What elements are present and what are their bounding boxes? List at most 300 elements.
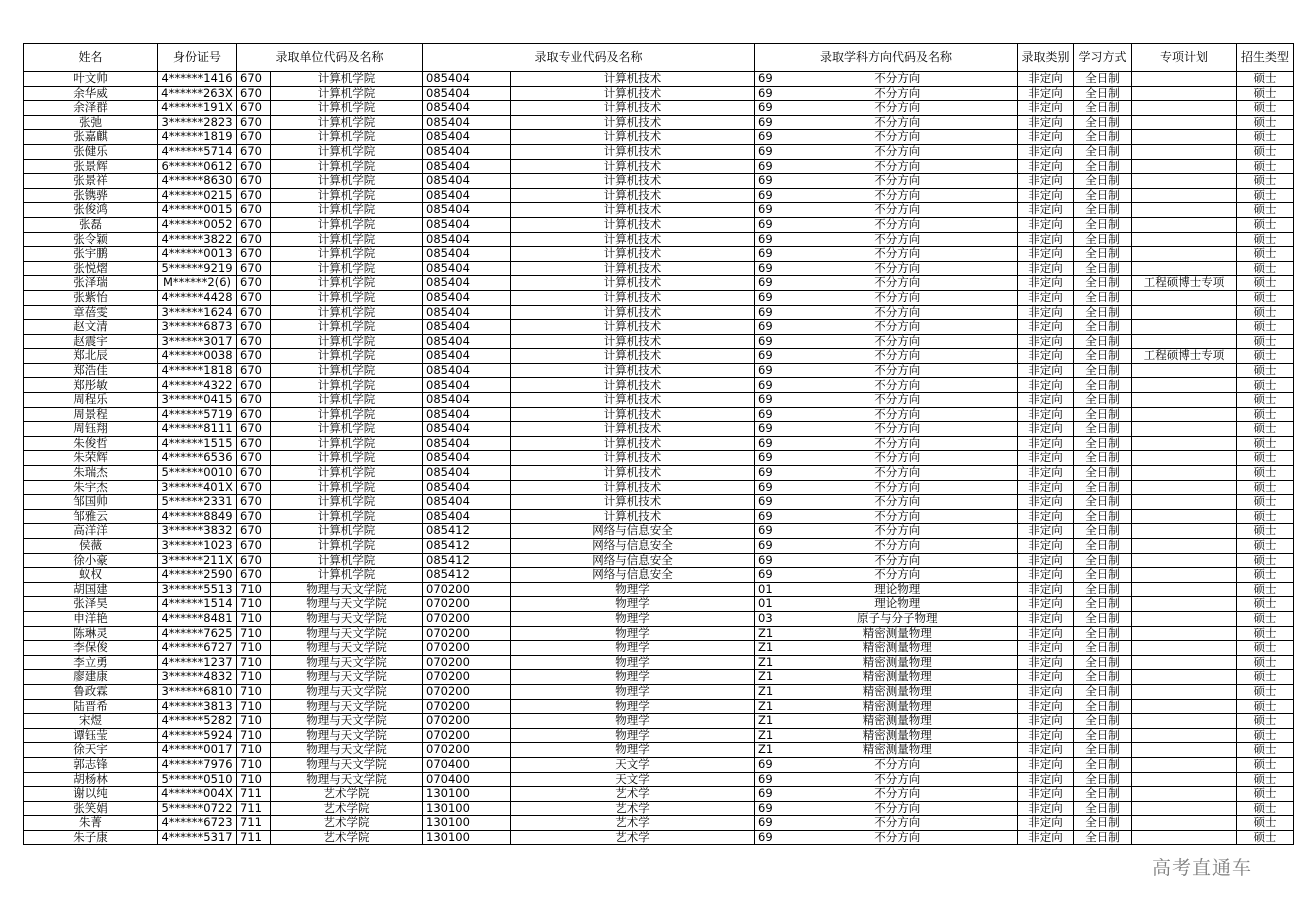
cell-major-name: 物理学 (511, 743, 755, 758)
cell-admission-category: 非定向 (1018, 393, 1074, 408)
cell-direction-name: 不分方向 (778, 159, 1018, 174)
cell-admission-category: 非定向 (1018, 611, 1074, 626)
cell-unit-name: 计算机学院 (271, 144, 423, 159)
cell-admission-category: 非定向 (1018, 232, 1074, 247)
cell-unit-name: 计算机学院 (271, 130, 423, 145)
cell-major-name: 计算机技术 (511, 290, 755, 305)
cell-admission-category: 非定向 (1018, 144, 1074, 159)
cell-admission-category: 非定向 (1018, 772, 1074, 787)
cell-admission-category: 非定向 (1018, 539, 1074, 554)
cell-study-mode: 全日制 (1074, 334, 1132, 349)
cell-study-mode: 全日制 (1074, 144, 1132, 159)
cell-major-name: 计算机技术 (511, 363, 755, 378)
cell-study-mode: 全日制 (1074, 188, 1132, 203)
cell-id-number: 3******2823 (158, 115, 237, 130)
table-row (24, 159, 1294, 174)
table-row (24, 261, 1294, 276)
cell-major-code: 085404 (423, 101, 511, 116)
cell-major-name: 计算机技术 (511, 247, 755, 262)
cell-name: 张悦熠 (24, 261, 158, 276)
cell-name: 周景程 (24, 407, 158, 422)
cell-special-plan (1132, 72, 1237, 87)
cell-unit-name: 计算机学院 (271, 115, 423, 130)
cell-study-mode: 全日制 (1074, 261, 1132, 276)
cell-direction-name: 不分方向 (778, 101, 1018, 116)
table-row (24, 188, 1294, 203)
cell-direction-name: 不分方向 (778, 261, 1018, 276)
cell-unit-name: 计算机学院 (271, 466, 423, 481)
cell-direction-name: 不分方向 (778, 480, 1018, 495)
cell-name: 李立勇 (24, 655, 158, 670)
cell-study-mode: 全日制 (1074, 72, 1132, 87)
cell-direction-name: 精密测量物理 (778, 655, 1018, 670)
cell-enrollment-type: 硕士 (1237, 670, 1294, 685)
cell-unit-name: 物理与天文学院 (271, 757, 423, 772)
cell-major-code: 085404 (423, 174, 511, 189)
cell-direction-name: 不分方向 (778, 407, 1018, 422)
cell-unit-code: 670 (237, 349, 271, 364)
cell-name: 谢以纯 (24, 787, 158, 802)
cell-unit-code: 710 (237, 626, 271, 641)
cell-unit-code: 670 (237, 72, 271, 87)
cell-major-code: 070200 (423, 611, 511, 626)
cell-unit-code: 670 (237, 290, 271, 305)
table-row (24, 466, 1294, 481)
cell-special-plan (1132, 670, 1237, 685)
table-row (24, 495, 1294, 510)
cell-unit-name: 物理与天文学院 (271, 641, 423, 656)
cell-unit-code: 670 (237, 130, 271, 145)
cell-major-name: 计算机技术 (511, 203, 755, 218)
cell-enrollment-type: 硕士 (1237, 276, 1294, 291)
cell-unit-name: 计算机学院 (271, 553, 423, 568)
cell-unit-name: 物理与天文学院 (271, 714, 423, 729)
cell-unit-name: 计算机学院 (271, 217, 423, 232)
cell-direction-code: Z1 (755, 626, 778, 641)
cell-study-mode: 全日制 (1074, 495, 1132, 510)
cell-unit-code: 710 (237, 655, 271, 670)
table-row (24, 816, 1294, 831)
table-body (24, 72, 1294, 845)
cell-direction-name: 不分方向 (778, 334, 1018, 349)
cell-major-code: 085404 (423, 261, 511, 276)
cell-direction-name: 不分方向 (778, 203, 1018, 218)
cell-unit-name: 计算机学院 (271, 261, 423, 276)
cell-id-number: 3******3017 (158, 334, 237, 349)
cell-name: 张泽瑞 (24, 276, 158, 291)
cell-name: 申洋艳 (24, 611, 158, 626)
cell-enrollment-type: 硕士 (1237, 290, 1294, 305)
cell-unit-code: 670 (237, 203, 271, 218)
table-row (24, 72, 1294, 87)
cell-major-code: 085404 (423, 72, 511, 87)
cell-direction-name: 精密测量物理 (778, 699, 1018, 714)
cell-unit-name: 计算机学院 (271, 568, 423, 583)
cell-unit-name: 计算机学院 (271, 247, 423, 262)
cell-major-name: 艺术学 (511, 816, 755, 831)
cell-direction-code: Z1 (755, 699, 778, 714)
cell-direction-name: 不分方向 (778, 232, 1018, 247)
cell-direction-code: 69 (755, 174, 778, 189)
cell-direction-code: 69 (755, 539, 778, 554)
cell-enrollment-type: 硕士 (1237, 217, 1294, 232)
cell-major-name: 物理学 (511, 684, 755, 699)
cell-enrollment-type: 硕士 (1237, 524, 1294, 539)
cell-study-mode: 全日制 (1074, 509, 1132, 524)
cell-name: 郑北辰 (24, 349, 158, 364)
cell-admission-category: 非定向 (1018, 714, 1074, 729)
cell-name: 徐天宇 (24, 743, 158, 758)
cell-major-code: 085404 (423, 305, 511, 320)
cell-special-plan (1132, 611, 1237, 626)
table-row (24, 568, 1294, 583)
cell-unit-name: 物理与天文学院 (271, 655, 423, 670)
cell-major-name: 计算机技术 (511, 334, 755, 349)
cell-admission-category: 非定向 (1018, 72, 1074, 87)
cell-admission-category: 非定向 (1018, 670, 1074, 685)
cell-id-number: 4******004X (158, 787, 237, 802)
cell-admission-category: 非定向 (1018, 553, 1074, 568)
cell-name: 张笑娟 (24, 801, 158, 816)
cell-unit-name: 计算机学院 (271, 407, 423, 422)
cell-admission-category: 非定向 (1018, 422, 1074, 437)
cell-direction-code: Z1 (755, 728, 778, 743)
cell-major-code: 070200 (423, 597, 511, 612)
cell-major-name: 物理学 (511, 611, 755, 626)
cell-unit-code: 711 (237, 787, 271, 802)
cell-major-name: 计算机技术 (511, 495, 755, 510)
cell-id-number: 4******5282 (158, 714, 237, 729)
cell-unit-code: 670 (237, 495, 271, 510)
cell-major-code: 130100 (423, 816, 511, 831)
cell-admission-category: 非定向 (1018, 261, 1074, 276)
cell-study-mode: 全日制 (1074, 641, 1132, 656)
cell-major-code: 130100 (423, 787, 511, 802)
cell-major-name: 计算机技术 (511, 320, 755, 335)
cell-id-number: M******2(6) (158, 276, 237, 291)
cell-unit-code: 670 (237, 305, 271, 320)
cell-special-plan (1132, 130, 1237, 145)
cell-major-code: 070200 (423, 699, 511, 714)
cell-admission-category: 非定向 (1018, 159, 1074, 174)
cell-major-code: 085404 (423, 349, 511, 364)
cell-major-code: 085404 (423, 466, 511, 481)
table-row (24, 830, 1294, 845)
cell-special-plan (1132, 641, 1237, 656)
cell-unit-code: 710 (237, 757, 271, 772)
cell-direction-name: 不分方向 (778, 816, 1018, 831)
col-header-special-plan: 专项计划 (1132, 44, 1237, 72)
table-row (24, 276, 1294, 291)
cell-enrollment-type: 硕士 (1237, 684, 1294, 699)
cell-admission-category: 非定向 (1018, 290, 1074, 305)
table-row (24, 801, 1294, 816)
cell-name: 张镌骅 (24, 188, 158, 203)
cell-enrollment-type: 硕士 (1237, 611, 1294, 626)
cell-major-name: 物理学 (511, 714, 755, 729)
cell-id-number: 4******8849 (158, 509, 237, 524)
col-header-admission-category: 录取类别 (1018, 44, 1074, 72)
cell-study-mode: 全日制 (1074, 655, 1132, 670)
cell-major-name: 计算机技术 (511, 422, 755, 437)
cell-name: 张健乐 (24, 144, 158, 159)
cell-special-plan (1132, 539, 1237, 554)
cell-admission-category: 非定向 (1018, 188, 1074, 203)
cell-major-name: 计算机技术 (511, 451, 755, 466)
cell-enrollment-type: 硕士 (1237, 363, 1294, 378)
cell-name: 胡国建 (24, 582, 158, 597)
cell-direction-code: 69 (755, 247, 778, 262)
cell-study-mode: 全日制 (1074, 363, 1132, 378)
cell-study-mode: 全日制 (1074, 159, 1132, 174)
watermark: 高考直通车 (1151, 857, 1252, 879)
cell-name: 叶文帅 (24, 72, 158, 87)
cell-study-mode: 全日制 (1074, 422, 1132, 437)
cell-id-number: 4******0052 (158, 217, 237, 232)
cell-enrollment-type: 硕士 (1237, 174, 1294, 189)
cell-direction-name: 精密测量物理 (778, 728, 1018, 743)
cell-admission-category: 非定向 (1018, 743, 1074, 758)
cell-unit-name: 计算机学院 (271, 422, 423, 437)
cell-major-name: 计算机技术 (511, 349, 755, 364)
cell-direction-name: 不分方向 (778, 305, 1018, 320)
table-row (24, 451, 1294, 466)
cell-study-mode: 全日制 (1074, 101, 1132, 116)
cell-major-name: 计算机技术 (511, 115, 755, 130)
cell-name: 高洋洋 (24, 524, 158, 539)
cell-unit-name: 计算机学院 (271, 72, 423, 87)
cell-unit-code: 670 (237, 553, 271, 568)
cell-direction-code: 69 (755, 86, 778, 101)
cell-enrollment-type: 硕士 (1237, 232, 1294, 247)
cell-major-code: 085404 (423, 509, 511, 524)
cell-id-number: 4******1416 (158, 72, 237, 87)
cell-name: 朱瑞杰 (24, 466, 158, 481)
cell-direction-code: 69 (755, 816, 778, 831)
cell-direction-code: Z1 (755, 655, 778, 670)
cell-major-name: 网络与信息安全 (511, 568, 755, 583)
cell-special-plan (1132, 524, 1237, 539)
cell-direction-code: 69 (755, 232, 778, 247)
cell-special-plan (1132, 203, 1237, 218)
cell-special-plan (1132, 451, 1237, 466)
cell-direction-name: 不分方向 (778, 144, 1018, 159)
cell-enrollment-type: 硕士 (1237, 378, 1294, 393)
cell-direction-code: 69 (755, 553, 778, 568)
cell-enrollment-type: 硕士 (1237, 582, 1294, 597)
cell-direction-code: 69 (755, 524, 778, 539)
cell-unit-code: 670 (237, 276, 271, 291)
cell-major-name: 物理学 (511, 728, 755, 743)
cell-id-number: 3******211X (158, 553, 237, 568)
cell-unit-name: 计算机学院 (271, 290, 423, 305)
cell-id-number: 4******8111 (158, 422, 237, 437)
cell-name: 余华威 (24, 86, 158, 101)
cell-study-mode: 全日制 (1074, 115, 1132, 130)
table-row (24, 582, 1294, 597)
table-row (24, 115, 1294, 130)
table-row (24, 509, 1294, 524)
cell-enrollment-type: 硕士 (1237, 115, 1294, 130)
cell-name: 陆晋希 (24, 699, 158, 714)
cell-major-name: 计算机技术 (511, 130, 755, 145)
table-row (24, 553, 1294, 568)
cell-unit-name: 艺术学院 (271, 816, 423, 831)
cell-major-name: 计算机技术 (511, 276, 755, 291)
cell-direction-code: Z1 (755, 670, 778, 685)
table-row (24, 655, 1294, 670)
cell-unit-code: 670 (237, 466, 271, 481)
cell-study-mode: 全日制 (1074, 290, 1132, 305)
cell-admission-category: 非定向 (1018, 582, 1074, 597)
cell-major-name: 艺术学 (511, 801, 755, 816)
cell-unit-code: 710 (237, 611, 271, 626)
cell-unit-name: 物理与天文学院 (271, 743, 423, 758)
cell-direction-name: 不分方向 (778, 451, 1018, 466)
cell-major-code: 070200 (423, 655, 511, 670)
table-row (24, 232, 1294, 247)
cell-study-mode: 全日制 (1074, 787, 1132, 802)
cell-major-name: 物理学 (511, 641, 755, 656)
cell-enrollment-type: 硕士 (1237, 466, 1294, 481)
cell-major-name: 天文学 (511, 772, 755, 787)
cell-unit-code: 710 (237, 772, 271, 787)
cell-direction-name: 不分方向 (778, 787, 1018, 802)
cell-direction-name: 精密测量物理 (778, 670, 1018, 685)
cell-unit-code: 670 (237, 480, 271, 495)
cell-special-plan (1132, 743, 1237, 758)
cell-admission-category: 非定向 (1018, 320, 1074, 335)
cell-enrollment-type: 硕士 (1237, 699, 1294, 714)
cell-special-plan (1132, 816, 1237, 831)
cell-unit-code: 670 (237, 261, 271, 276)
cell-major-code: 085404 (423, 144, 511, 159)
table-row (24, 363, 1294, 378)
cell-id-number: 3******5513 (158, 582, 237, 597)
cell-unit-name: 计算机学院 (271, 393, 423, 408)
cell-admission-category: 非定向 (1018, 626, 1074, 641)
cell-unit-name: 艺术学院 (271, 801, 423, 816)
cell-direction-code: 69 (755, 830, 778, 845)
cell-enrollment-type: 硕士 (1237, 816, 1294, 831)
cell-direction-name: 不分方向 (778, 86, 1018, 101)
cell-id-number: 4******0017 (158, 743, 237, 758)
cell-unit-code: 670 (237, 539, 271, 554)
cell-special-plan (1132, 320, 1237, 335)
cell-direction-code: 69 (755, 290, 778, 305)
table-row (24, 684, 1294, 699)
cell-study-mode: 全日制 (1074, 349, 1132, 364)
cell-name: 廖建康 (24, 670, 158, 685)
cell-enrollment-type: 硕士 (1237, 334, 1294, 349)
cell-direction-name: 精密测量物理 (778, 743, 1018, 758)
cell-study-mode: 全日制 (1074, 378, 1132, 393)
cell-major-name: 计算机技术 (511, 144, 755, 159)
cell-direction-name: 理论物理 (778, 597, 1018, 612)
cell-admission-category: 非定向 (1018, 174, 1074, 189)
cell-special-plan (1132, 174, 1237, 189)
cell-special-plan (1132, 378, 1237, 393)
cell-major-code: 085404 (423, 495, 511, 510)
cell-unit-name: 计算机学院 (271, 378, 423, 393)
cell-name: 张弛 (24, 115, 158, 130)
cell-direction-name: 不分方向 (778, 524, 1018, 539)
cell-unit-name: 物理与天文学院 (271, 597, 423, 612)
cell-major-name: 计算机技术 (511, 261, 755, 276)
cell-unit-code: 670 (237, 524, 271, 539)
cell-study-mode: 全日制 (1074, 305, 1132, 320)
cell-direction-name: 不分方向 (778, 247, 1018, 262)
cell-study-mode: 全日制 (1074, 816, 1132, 831)
cell-major-name: 计算机技术 (511, 86, 755, 101)
cell-enrollment-type: 硕士 (1237, 509, 1294, 524)
table-row (24, 436, 1294, 451)
cell-unit-name: 物理与天文学院 (271, 728, 423, 743)
cell-direction-code: 69 (755, 217, 778, 232)
cell-enrollment-type: 硕士 (1237, 743, 1294, 758)
cell-special-plan (1132, 466, 1237, 481)
cell-major-code: 085404 (423, 363, 511, 378)
admission-table (23, 43, 1294, 845)
cell-direction-code: Z1 (755, 743, 778, 758)
cell-id-number: 4******5714 (158, 144, 237, 159)
cell-id-number: 4******4428 (158, 290, 237, 305)
cell-id-number: 5******0722 (158, 801, 237, 816)
cell-name: 赵震宇 (24, 334, 158, 349)
cell-name: 张嘉麒 (24, 130, 158, 145)
cell-enrollment-type: 硕士 (1237, 757, 1294, 772)
cell-special-plan (1132, 407, 1237, 422)
cell-unit-name: 计算机学院 (271, 232, 423, 247)
cell-enrollment-type: 硕士 (1237, 655, 1294, 670)
cell-unit-name: 计算机学院 (271, 495, 423, 510)
cell-special-plan (1132, 188, 1237, 203)
cell-direction-code: 69 (755, 144, 778, 159)
cell-unit-name: 计算机学院 (271, 539, 423, 554)
cell-enrollment-type: 硕士 (1237, 597, 1294, 612)
cell-direction-name: 不分方向 (778, 466, 1018, 481)
table-row (24, 320, 1294, 335)
table-row (24, 524, 1294, 539)
cell-id-number: 3******1023 (158, 539, 237, 554)
cell-study-mode: 全日制 (1074, 801, 1132, 816)
cell-unit-code: 670 (237, 334, 271, 349)
cell-unit-code: 670 (237, 115, 271, 130)
cell-unit-name: 计算机学院 (271, 188, 423, 203)
cell-admission-category: 非定向 (1018, 757, 1074, 772)
cell-major-code: 085404 (423, 188, 511, 203)
cell-major-code: 130100 (423, 830, 511, 845)
cell-id-number: 4******3813 (158, 699, 237, 714)
cell-admission-category: 非定向 (1018, 305, 1074, 320)
cell-unit-name: 计算机学院 (271, 320, 423, 335)
cell-direction-code: 69 (755, 393, 778, 408)
cell-special-plan (1132, 247, 1237, 262)
cell-enrollment-type: 硕士 (1237, 72, 1294, 87)
cell-direction-code: 01 (755, 582, 778, 597)
cell-study-mode: 全日制 (1074, 174, 1132, 189)
cell-study-mode: 全日制 (1074, 670, 1132, 685)
table-row (24, 772, 1294, 787)
cell-major-code: 070400 (423, 757, 511, 772)
col-header-enrollment-type: 招生类型 (1237, 44, 1294, 72)
cell-direction-code: 01 (755, 597, 778, 612)
cell-name: 张俊鸿 (24, 203, 158, 218)
cell-name: 赵文清 (24, 320, 158, 335)
cell-enrollment-type: 硕士 (1237, 787, 1294, 802)
cell-enrollment-type: 硕士 (1237, 830, 1294, 845)
cell-admission-category: 非定向 (1018, 203, 1074, 218)
